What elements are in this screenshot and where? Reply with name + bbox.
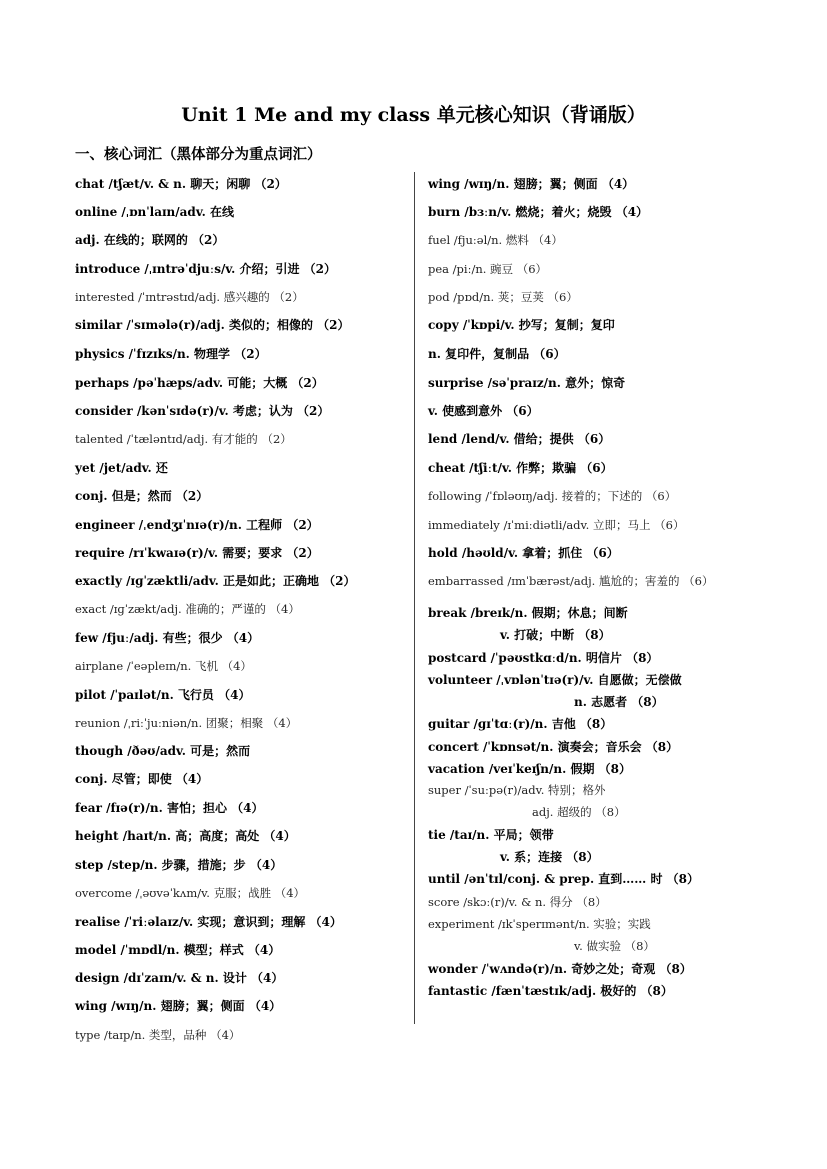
vocab-entry: physics /ˈfɪzɪks/n. 物理学 （2）	[75, 347, 267, 361]
vocab-entry: embarrassed /ɪmˈbærəst/adj. 尴尬的；害羞的 （6）	[428, 574, 714, 588]
vocab-entry: v. 系；连接 （8）	[500, 850, 599, 864]
vocab-entry: interested /ˈɪntrəstɪd/adj. 感兴趣的 （2）	[75, 290, 304, 304]
vocab-entry: pea /piː/n. 豌豆 （6）	[428, 262, 548, 276]
vocab-entry: concert /ˈkɒnsət/n. 演奏会；音乐会 （8）	[428, 740, 679, 754]
vocab-entry: fuel /fjuːəl/n. 燃料 （4）	[428, 233, 563, 247]
vocab-entry: postcard /ˈpəʊstkɑːd/n. 明信片 （8）	[428, 651, 659, 665]
vocab-entry: height /haɪt/n. 高；高度；高处 （4）	[75, 829, 296, 843]
vocab-entry: introduce /ˌɪntrəˈdjuːs/v. 介绍；引进 （2）	[75, 262, 337, 276]
vocab-entry: consider /kənˈsɪdə(r)/v. 考虑；认为 （2）	[75, 404, 330, 418]
vocab-entry: conj. 但是；然而 （2）	[75, 489, 209, 503]
vocab-entry: adj. 超级的 （8）	[532, 805, 626, 819]
vocab-entry: hold /həʊld/v. 拿着；抓住 （6）	[428, 546, 619, 560]
vocab-entry: break /breɪk/n. 假期；休息；间断	[428, 606, 628, 620]
page-title: Unit 1 Me and my class 单元核心知识（背诵版）	[181, 104, 646, 126]
vocab-entry: wonder /ˈwʌndə(r)/n. 奇妙之处；奇观 （8）	[428, 962, 692, 976]
vocab-entry: design /dɪˈzaɪn/v. & n. 设计 （4）	[75, 971, 284, 985]
vocab-entry: yet /jet/adv. 还	[75, 461, 168, 475]
vocab-entry: exactly /ɪɡˈzæktli/adv. 正是如此；正确地 （2）	[75, 574, 356, 588]
vocab-entry: few /fjuː/adj. 有些；很少 （4）	[75, 631, 260, 645]
vocab-entry: chat /tʃæt/v. & n. 聊天；闲聊 （2）	[75, 177, 287, 191]
vocab-entry: tie /taɪ/n. 平局；领带	[428, 828, 554, 842]
vocab-entry: online /ˌɒnˈlaɪn/adv. 在线	[75, 205, 234, 219]
vocab-entry: similar /ˈsɪmələ(r)/adj. 类似的；相像的 （2）	[75, 318, 350, 332]
vocab-entry: v. 做实验 （8）	[574, 939, 655, 953]
section-heading: 一、核心词汇（黑体部分为重点词汇）	[75, 146, 322, 163]
vocab-entry: adj. 在线的；联网的 （2）	[75, 233, 225, 247]
vocab-entry: cheat /tʃiːt/v. 作弊；欺骗 （6）	[428, 461, 613, 475]
vocab-entry: super /ˈsuːpə(r)/adv. 特别；格外	[428, 783, 606, 797]
vocab-entry: surprise /səˈpraɪz/n. 意外；惊奇	[428, 376, 626, 390]
vocab-entry: talented /ˈtæləntɪd/adj. 有才能的 （2）	[75, 432, 292, 446]
vocab-entry: following /ˈfɒləʊɪŋ/adj. 接着的；下述的 （6）	[428, 489, 677, 503]
vocab-entry: fear /fɪə(r)/n. 害怕；担心 （4）	[75, 801, 264, 815]
vocab-entry: lend /lend/v. 借给；提供 （6）	[428, 432, 611, 446]
vocab-entry: realise /ˈriːəlaɪz/v. 实现；意识到；理解 （4）	[75, 915, 342, 929]
vocab-entry: wing /wɪŋ/n. 翅膀；翼；侧面 （4）	[75, 999, 282, 1013]
vocab-entry: n. 志愿者 （8）	[574, 695, 664, 709]
vocab-entry: n. 复印件，复制品 （6）	[428, 347, 566, 361]
vocab-entry: overcome /ˌəʊvəˈkʌm/v. 克服；战胜 （4）	[75, 886, 306, 900]
vocab-entry: score /skɔː(r)/v. & n. 得分 （8）	[428, 895, 607, 909]
vocab-entry: conj. 尽管；即使 （4）	[75, 772, 209, 786]
vocab-entry: require /rɪˈkwaɪə(r)/v. 需要；要求 （2）	[75, 546, 319, 560]
vocab-entry: copy /ˈkɒpi/v. 抄写；复制；复印	[428, 318, 615, 332]
vocab-entry: until /ənˈtɪl/conj. & prep. 直到…… 时 （8）	[428, 872, 700, 886]
vocab-entry: volunteer /ˌvɒlənˈtɪə(r)/v. 自愿做；无偿做	[428, 673, 682, 687]
column-divider	[414, 172, 415, 1024]
vocab-entry: exact /ɪɡˈzækt/adj. 准确的；严谨的 （4）	[75, 602, 300, 616]
vocab-entry: though /ðəʊ/adv. 可是；然而	[75, 744, 251, 758]
vocab-entry: immediately /ɪˈmiːdiətli/adv. 立即；马上 （6）	[428, 518, 685, 532]
vocab-entry: engineer /ˌendʒɪˈnɪə(r)/n. 工程师 （2）	[75, 518, 319, 532]
vocab-entry: vacation /veɪˈkeɪʃn/n. 假期 （8）	[428, 762, 631, 776]
vocab-entry: guitar /ɡɪˈtɑː(r)/n. 吉他 （8）	[428, 717, 613, 731]
vocab-entry: v. 使感到意外 （6）	[428, 404, 539, 418]
vocab-entry: experiment /ɪkˈsperɪmənt/n. 实验；实践	[428, 917, 651, 931]
vocab-entry: fantastic /fænˈtæstɪk/adj. 极好的 （8）	[428, 984, 673, 998]
vocab-entry: wing /wɪŋ/n. 翅膀；翼；侧面 （4）	[428, 177, 635, 191]
vocab-entry: pilot /ˈpaɪlət/n. 飞行员 （4）	[75, 688, 251, 702]
vocab-entry: v. 打破；中断 （8）	[500, 628, 611, 642]
vocab-entry: burn /bɜːn/v. 燃烧；着火；烧毁 （4）	[428, 205, 649, 219]
vocab-entry: airplane /ˈeəpleɪn/n. 飞机 （4）	[75, 659, 252, 673]
vocab-entry: model /ˈmɒdl/n. 模型；样式 （4）	[75, 943, 281, 957]
vocab-entry: step /step/n. 步骤，措施；步 （4）	[75, 858, 283, 872]
vocab-entry: type /taɪp/n. 类型，品种 （4）	[75, 1028, 241, 1042]
vocab-entry: perhaps /pəˈhæps/adv. 可能；大概 （2）	[75, 376, 324, 390]
vocab-entry: reunion /ˌriːˈjuːniən/n. 团聚；相聚 （4）	[75, 716, 298, 730]
vocab-entry: pod /pɒd/n. 荚；豆荚 （6）	[428, 290, 578, 304]
